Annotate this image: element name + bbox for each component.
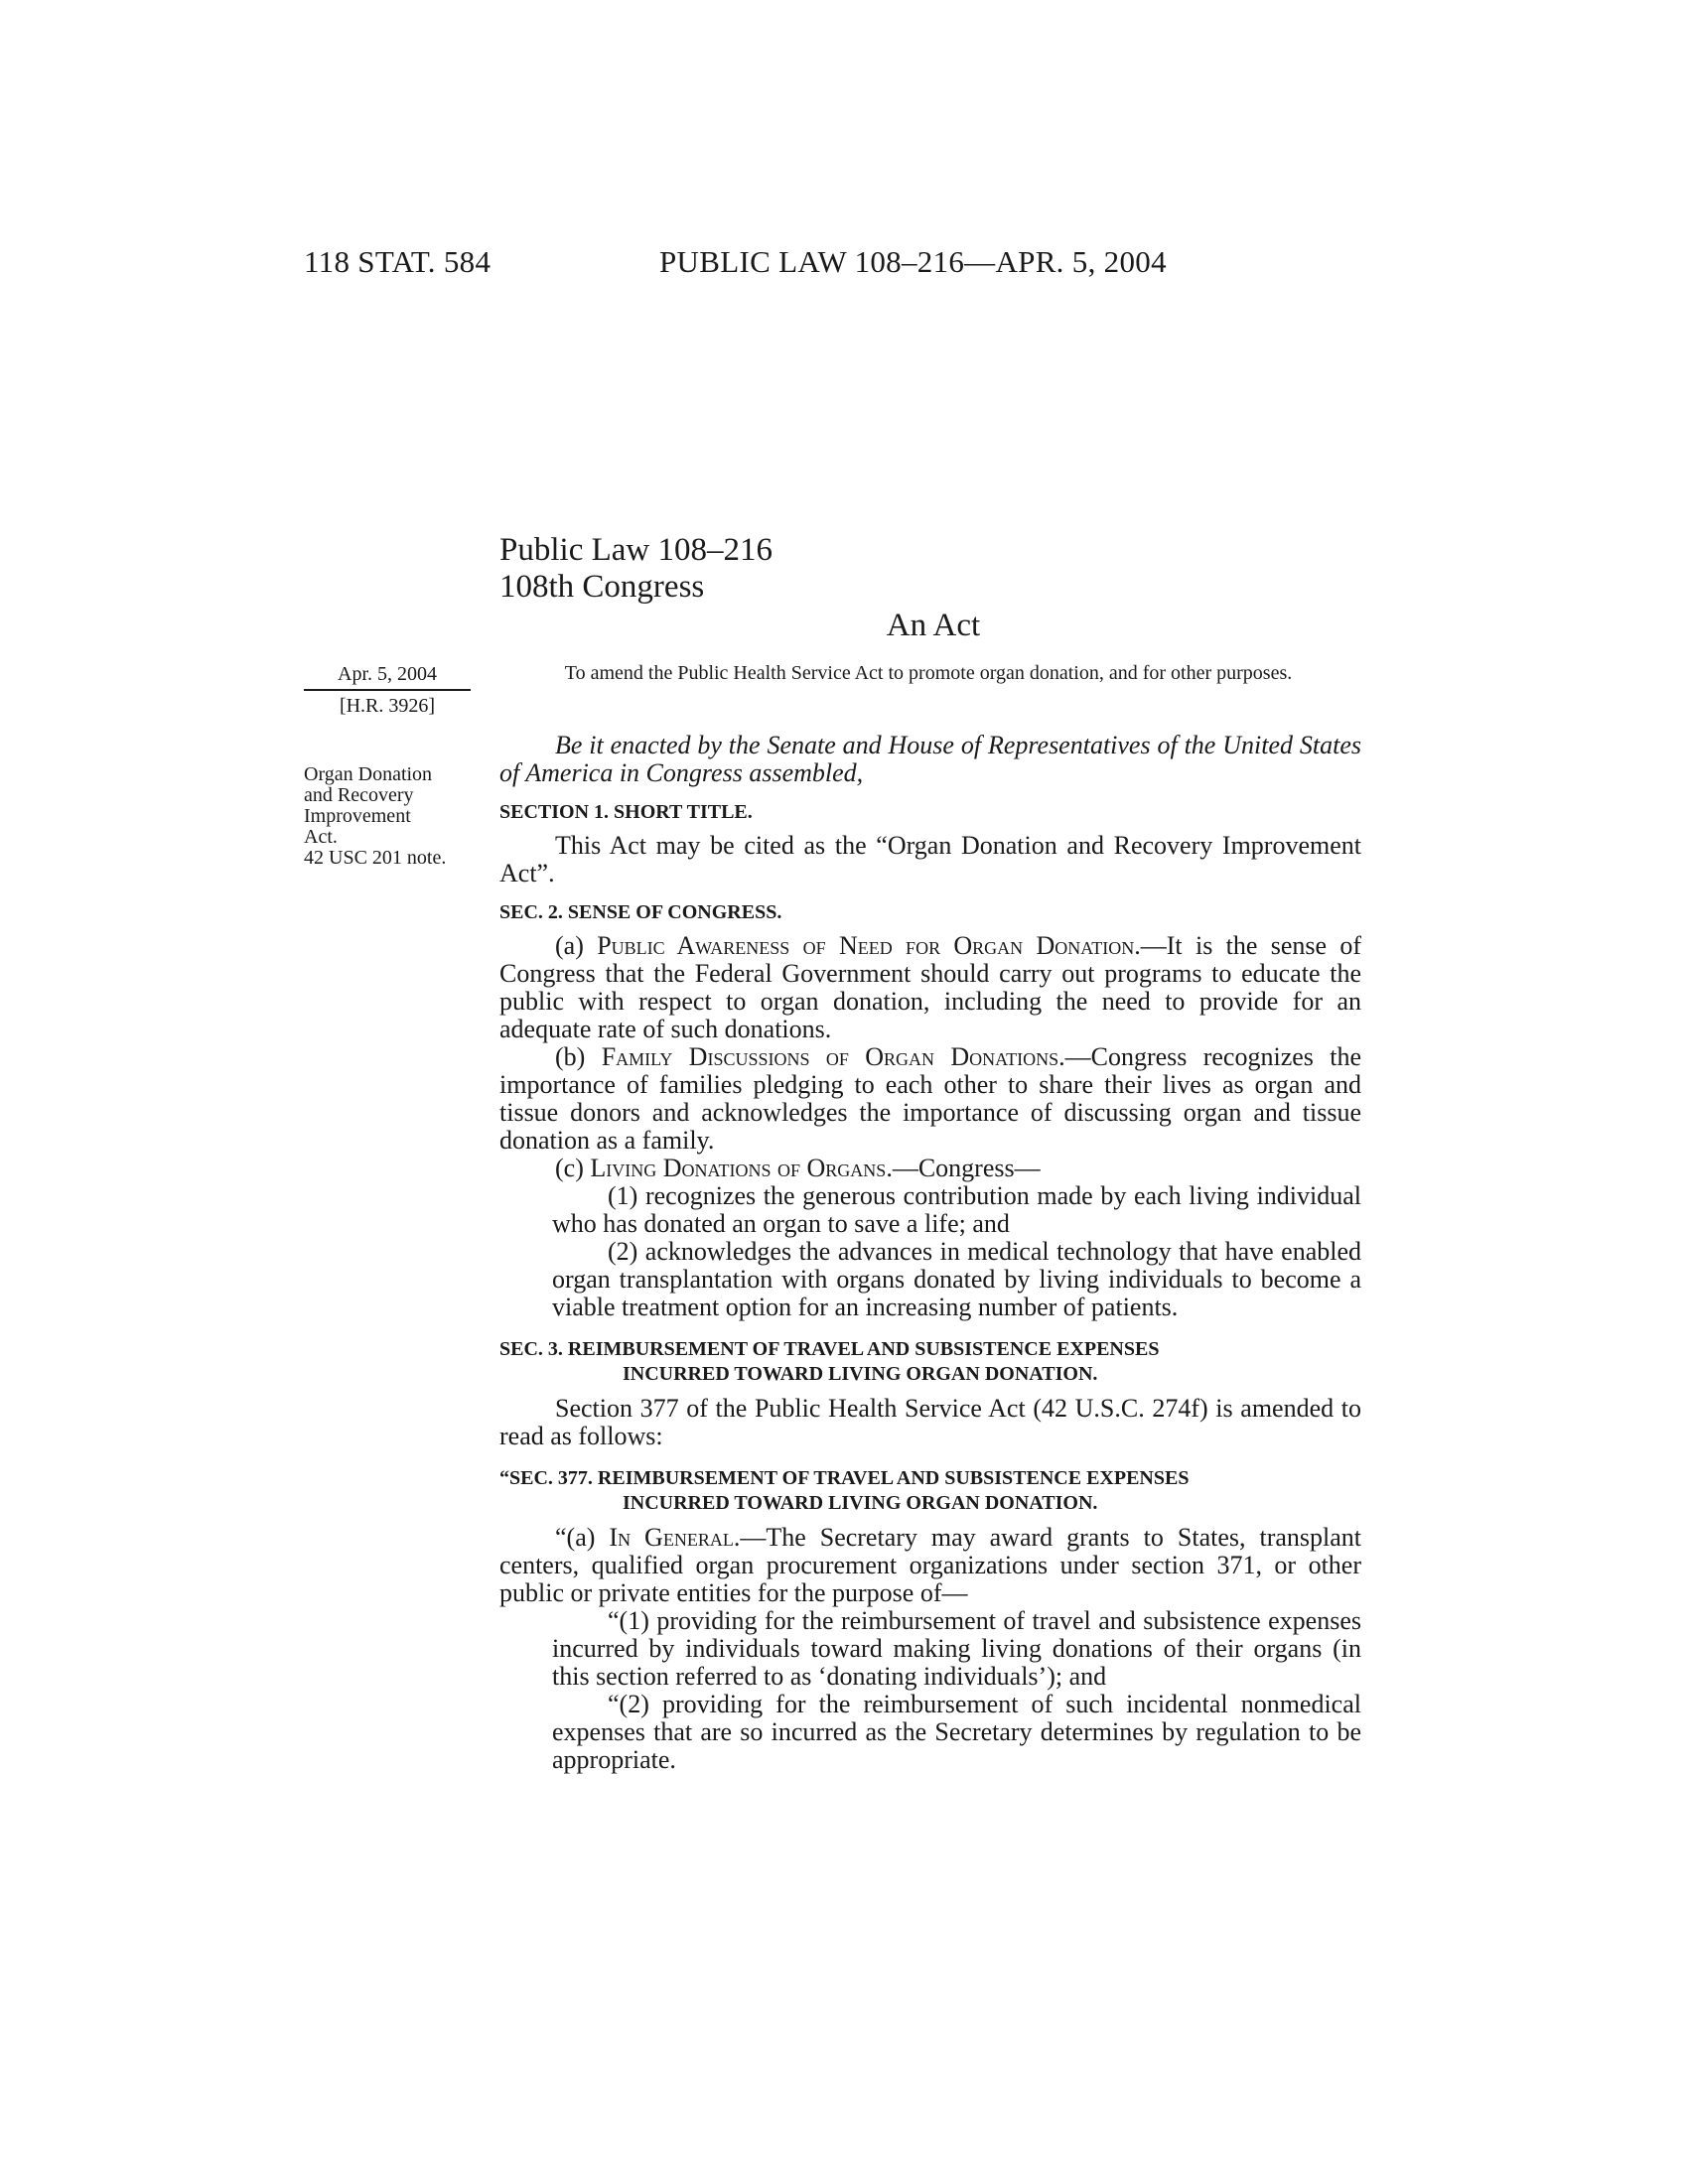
stat-citation: 118 STAT. 584 [304,244,492,279]
heading-line: “SEC. 377. REIMBURSEMENT OF TRAVEL AND SUBSISTENCE EXPENSES [499,1467,1190,1489]
enacting-clause: Be it enacted by the Senate and House of Representatives of the United States of America in Congress assembled, [499,731,1361,787]
subsection-caption: Living Donations of Organs [590,1154,887,1182]
running-header: PUBLIC LAW 108–216—APR. 5, 2004 [659,244,1167,279]
heading-line: INCURRED TOWARD LIVING ORGAN DONATION. [623,1492,1098,1514]
margin-note-line: Improvement [304,805,411,827]
margin-note [304,764,475,869]
section-2-c-1: (1) recognizes the generous contribution made by each living individual who has donated an organ to save a life; and [552,1181,1361,1238]
subsection-label: (b) [555,1042,586,1071]
section-377-a-1: “(1) providing for the reimbursement of travel and subsistence expenses incurred by individuals toward making living donations of their organs (in this section referred to as ‘donating individuals’); and [552,1606,1361,1691]
subsection-text: Congress— [917,1154,1041,1182]
section-2-b: (b) Family Discussions of Organ Donations.—Congress recognizes the importance of families pledging to each other to share their lives as organ and tissue donors and acknowledges the importance of discussing organ and tissue donation as a family. [499,1042,1362,1155]
margin-date-box [304,659,471,721]
section-377-a: “(a) In General.—The Secretary may award grants to States, transplant centers, qualified organ procurement organizations under section 371, or other public or private entities for the purpose of— [499,1523,1361,1607]
congress-number: 108th Congress [499,569,705,605]
margin-note-line: and Recovery [304,784,414,806]
an-act-heading: An Act [886,608,981,643]
margin-note-line: 42 USC 201 note. [304,847,447,869]
section-377-a-2: “(2) providing for the reimbursement of such incidental nonmedical expenses that are so incurred as the Secretary determines by regulation to be appropriate. [552,1690,1361,1774]
margin-note-line: Organ Donation [304,763,433,785]
section-1-heading: SECTION 1. SHORT TITLE. [499,801,753,823]
section-2-c-2: (2) acknowledges the advances in medical technology that have enabled organ transplantation with organs donated by living individuals to become a viable treatment option for an increasing number of patients. [552,1237,1361,1321]
subsection-caption: Family Discussions of Organ Donations [601,1042,1059,1071]
subsection-label: (c) [555,1154,584,1182]
section-2-c: (c) Living Donations of Organs.—Congress— [555,1154,1041,1182]
section-3-text: Section 377 of the Public Health Service Act (42 U.S.C. 274f) is amended to read as follows: [499,1394,1361,1450]
public-law-number: Public Law 108–216 [499,532,773,568]
heading-line: INCURRED TOWARD LIVING ORGAN DONATION. [623,1363,1098,1385]
subsection-text: It is the sense of Congress that the Federal Government should carry out programs to educate the public with respect to organ donation, including the need to provide for an adequate rate of such donations. [499,931,1362,1043]
heading-line: SEC. 3. REIMBURSEMENT OF TRAVEL AND SUBSISTENCE EXPENSES [499,1338,1160,1360]
act-body [499,732,1361,1774]
subsection-caption: Public Awareness of Need for Organ Donation [597,931,1135,960]
bill-number: [H.R. 3926] [304,689,471,721]
section-2-heading: SEC. 2. SENSE OF CONGRESS. [499,901,782,923]
law-title-block [499,532,773,606]
section-2-a: (a) Public Awareness of Need for Organ Donation.—It is the sense of Congress that the Federal Government should carry out programs to educate the public with respect to organ donation, including the need to provide for an adequate rate of such donations. [499,931,1362,1043]
section-1-text: This Act may be cited as the “Organ Donation and Recovery Improvement Act”. [499,831,1361,887]
purpose-clause: To amend the Public Health Service Act to promote organ donation, and for other purposes. [564,662,1293,684]
subsection-label: “(a) [555,1523,596,1552]
subsection-text: Congress recognizes the importance of families pledging to each other to share their lives as organ and tissue donors and acknowledges the importance of discussing organ and tissue donation as a family. [499,1042,1362,1155]
subsection-text: The Secretary may award grants to States, transplant centers, qualified organ procurement organizations under section 371, or other public or private entities for the purpose of— [499,1523,1361,1607]
subsection-label: (a) [555,931,584,960]
section-3-heading [499,1337,1361,1387]
subsection-caption: In General [609,1523,734,1552]
section-377-heading [499,1466,1361,1516]
margin-note-line: Act. [304,826,338,848]
enactment-date: Apr. 5, 2004 [338,663,437,685]
